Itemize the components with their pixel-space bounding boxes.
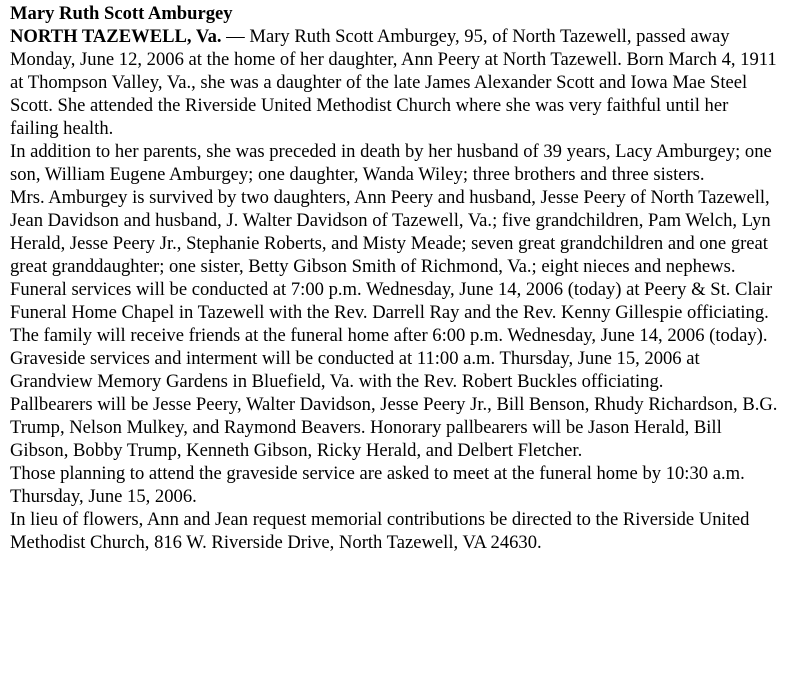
dateline: NORTH TAZEWELL, Va.: [10, 26, 222, 47]
funeral-services-paragraph: Funeral services will be conducted at 7:00 p.m. Wednesday, June 14, 2006 (today) at Peery & St. Clair Funeral Home Chapel in Tazewell with the Rev. Darrell Ray and the Rev. Kenny Gillespie officiating.: [10, 279, 773, 323]
obituary-title: Mary Ruth Scott Amburgey: [10, 3, 233, 24]
opening-text: — Mary Ruth Scott Amburgey, 95, of North Tazewell, passed away Monday, June 12, 2006 at the home of her daughter, Ann Peery at North Tazewell. Born March 4, 1911 at Thompson Valley, Va., she was a daughter of the late James Alexander Scott and Iowa Mae Steel Scott. She attended the Riverside United Methodist Church where she was very faithful until her failing health.: [10, 26, 777, 139]
visitation-paragraph: The family will receive friends at the funeral home after 6:00 p.m. Wednesday, June 14, 2006 (today).: [10, 325, 768, 346]
survivors-paragraph: Mrs. Amburgey is survived by two daughters, Ann Peery and husband, Jesse Peery of North Tazewell, Jean Davidson and husband, J. Walter Davidson of Tazewell, Va.; five grandchildren, Pam Welch, Lyn Herald, Jesse Peery Jr., Stephanie Roberts, and Misty Meade; seven great grandchildren and one great great granddaughter; one sister, Betty Gibson Smith of Richmond, Va.; eight nieces and nephews.: [10, 187, 771, 277]
graveside-meeting-paragraph: Those planning to attend the graveside service are asked to meet at the funeral home by 10:30 a.m. Thursday, June 15, 2006.: [10, 463, 745, 507]
pallbearers-paragraph: Pallbearers will be Jesse Peery, Walter Davidson, Jesse Peery Jr., Bill Benson, Rhudy Richardson, B.G. Trump, Nelson Mulkey, and Raymond Beavers. Honorary pallbearers will be Jason Herald, Bill Gibson, Bobby Trump, Kenneth Gibson, Ricky Herald, and Delbert Fletcher.: [10, 394, 778, 461]
graveside-paragraph: Graveside services and interment will be conducted at 11:00 a.m. Thursday, June 15, 2006 at Grandview Memory Gardens in Bluefield, Va. with the Rev. Robert Buckles officiating.: [10, 348, 700, 392]
survivors-preceded-paragraph: In addition to her parents, she was preceded in death by her husband of 39 years, Lacy Amburgey; one son, William Eugene Amburgey; one daughter, Wanda Wiley; three brothers and three sisters.: [10, 141, 772, 185]
opening-paragraph: [10, 25, 780, 140]
obituary-article: [10, 2, 780, 554]
memorial-contributions-paragraph: In lieu of flowers, Ann and Jean request memorial contributions be directed to the Riverside United Methodist Church, 816 W. Riverside Drive, North Tazewell, VA 24630.: [10, 509, 750, 553]
